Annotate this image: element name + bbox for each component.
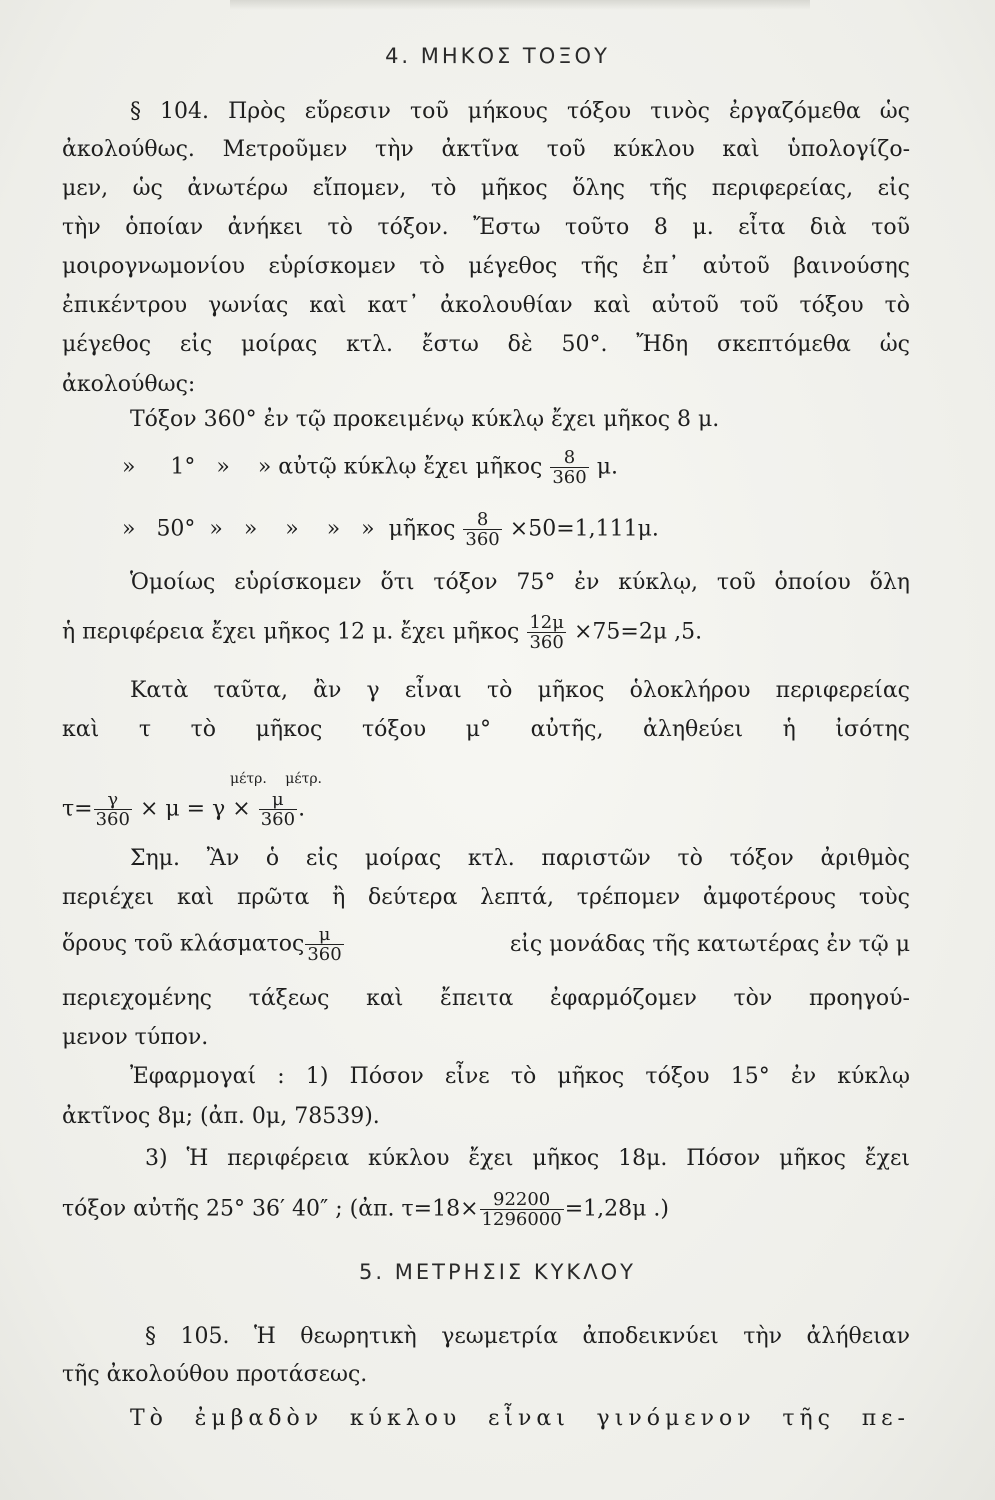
section-heading-arc-length: 4. ΜΗΚΟΣ ΤΟΞΟΥ (385, 44, 610, 68)
calc-line-3: » 50° » » » » » μῆκος $\frac{8}{360}$ ×50=1,111μ. (122, 509, 659, 550)
fraction: $\frac{\gamma}{360}$ (95, 789, 130, 830)
text-line: ὅρους τοῦ κλάσματος $\frac{\mu}{360}$ εἰς μονάδας τῆς κατωτέρας ἐν τῷ μ (62, 924, 910, 965)
application-3-answer: τόξον αὐτῆς 25° 36′ 40″ ; (ἀπ. τ=18× $\frac{92200}{1296000}$ =1,28μ .) (62, 1189, 670, 1230)
text-line: Τὸ ἐμβαδὸν κύκλου εἶναι γινόμενον τῆς πε- (130, 1406, 910, 1431)
text-line: τὴν ὁποίαν ἀνήκει τὸ τόξον. Ἔστω τοῦτο 8 μ. εἶτα διὰ τοῦ (62, 215, 910, 240)
calc-line-2: » 1° » » αὐτῷ κύκλῳ ἔχει μῆκος $\frac{8}{360}$ μ. (122, 447, 618, 488)
text-line: μεν, ὡς ἀνωτέρω εἴπομεν, τὸ μῆκος ὅλης τῆς περιφερείας, εἰς (62, 176, 910, 201)
application-3: 3) Ἡ περιφέρεια κύκλου ἔχει μῆκος 18μ. Πόσον μῆκος ἔχει (145, 1146, 910, 1171)
text-line: τῆς ἀκολούθου προτάσεως. (62, 1362, 368, 1387)
fraction: $\frac{8}{360}$ (465, 509, 500, 550)
formula: τ= $\frac{\gamma}{360}$ × μ = γ × $\frac{\mu}{360}$ . (62, 789, 306, 830)
calc-line-1: Τόξον 360° ἐν τῷ προκειμένῳ κύκλῳ ἔχει μῆκος 8 μ. (130, 407, 720, 432)
text-line: καὶ τ τὸ μῆκος τόξου μ° αὐτῆς, ἀληθεύει ἡ ἰσότης (62, 717, 910, 742)
text-line: περιέχει καὶ πρῶτα ἢ δεύτερα λεπτά, τρέπομεν ἀμφοτέρους τοὺς (62, 885, 910, 910)
text-line: περιεχομένης τάξεως καὶ ἔπειτα ἐφαρμόζομεν τὸν προηγού- (62, 986, 910, 1011)
application-1: Ἐφαρμογαί : 1) Πόσον εἶνε τὸ μῆκος τόξου 15° ἐν κύκλῳ (130, 1064, 910, 1089)
text-line: § 104. Πρὸς εὕρεσιν τοῦ μήκους τόξου τινὸς ἐργαζόμεθα ὡς (130, 99, 910, 124)
units-label: μέτρ. μέτρ. (230, 771, 323, 787)
text-line: Κατὰ ταῦτα, ἂν γ εἶναι τὸ μῆκος ὁλοκλήρου περιφερείας (130, 678, 910, 703)
text-line: ἀκολούθως. Μετροῦμεν τὴν ἀκτῖνα τοῦ κύκλου καὶ ὑπολογίζο- (62, 137, 910, 162)
fraction: $\frac{\mu}{360}$ (260, 789, 296, 830)
application-1-answer: ἀκτῖνος 8μ; (ἀπ. 0μ, 78539). (62, 1104, 380, 1129)
fraction: $\frac{12\mu}{360}$ (529, 612, 564, 653)
text-line: μοιρογνωμονίου εὑρίσκομεν τὸ μέγεθος τῆς ἐπ᾿ αὐτοῦ βαινούσης (62, 254, 910, 279)
fraction: $\frac{\mu}{360}$ (307, 924, 342, 965)
fraction: $\frac{8}{360}$ (552, 447, 587, 488)
text-line: ἐπικέντρου γωνίας καὶ κατ᾿ ἀκολουθίαν καὶ αὐτοῦ τοῦ τόξου τὸ (62, 293, 910, 318)
fraction: $\frac{92200}{1296000}$ (481, 1189, 562, 1230)
text-line: ἀκολούθως: (62, 372, 196, 397)
section-heading-circle-measurement: 5. ΜΕΤΡΗΣΙΣ ΚΥΚΛΟΥ (359, 1260, 636, 1284)
page-top-shadow (230, 0, 810, 10)
text-line: § 105. Ἡ θεωρητικὴ γεωμετρία ἀποδεικνύει τὴν ἀλήθειαν (145, 1324, 910, 1349)
text-line: μέγεθος εἰς μοίρας κτλ. ἔστω δὲ 50°. Ἤδη σκεπτόμεθα ὡς (62, 332, 910, 357)
text-line: ἡ περιφέρεια ἔχει μῆκος 12 μ. ἔχει μῆκος $\frac{12\mu}{360}$ ×75=2μ ,5. (62, 612, 703, 653)
text-line: Ὁμοίως εὑρίσκομεν ὅτι τόξον 75° ἐν κύκλῳ, τοῦ ὁποίου ὅλη (130, 570, 910, 595)
text-line: Σημ. Ἂν ὁ εἰς μοίρας κτλ. παριστῶν τὸ τόξον ἀριθμὸς (130, 846, 910, 871)
text-line: μενον τύπον. (62, 1025, 209, 1050)
